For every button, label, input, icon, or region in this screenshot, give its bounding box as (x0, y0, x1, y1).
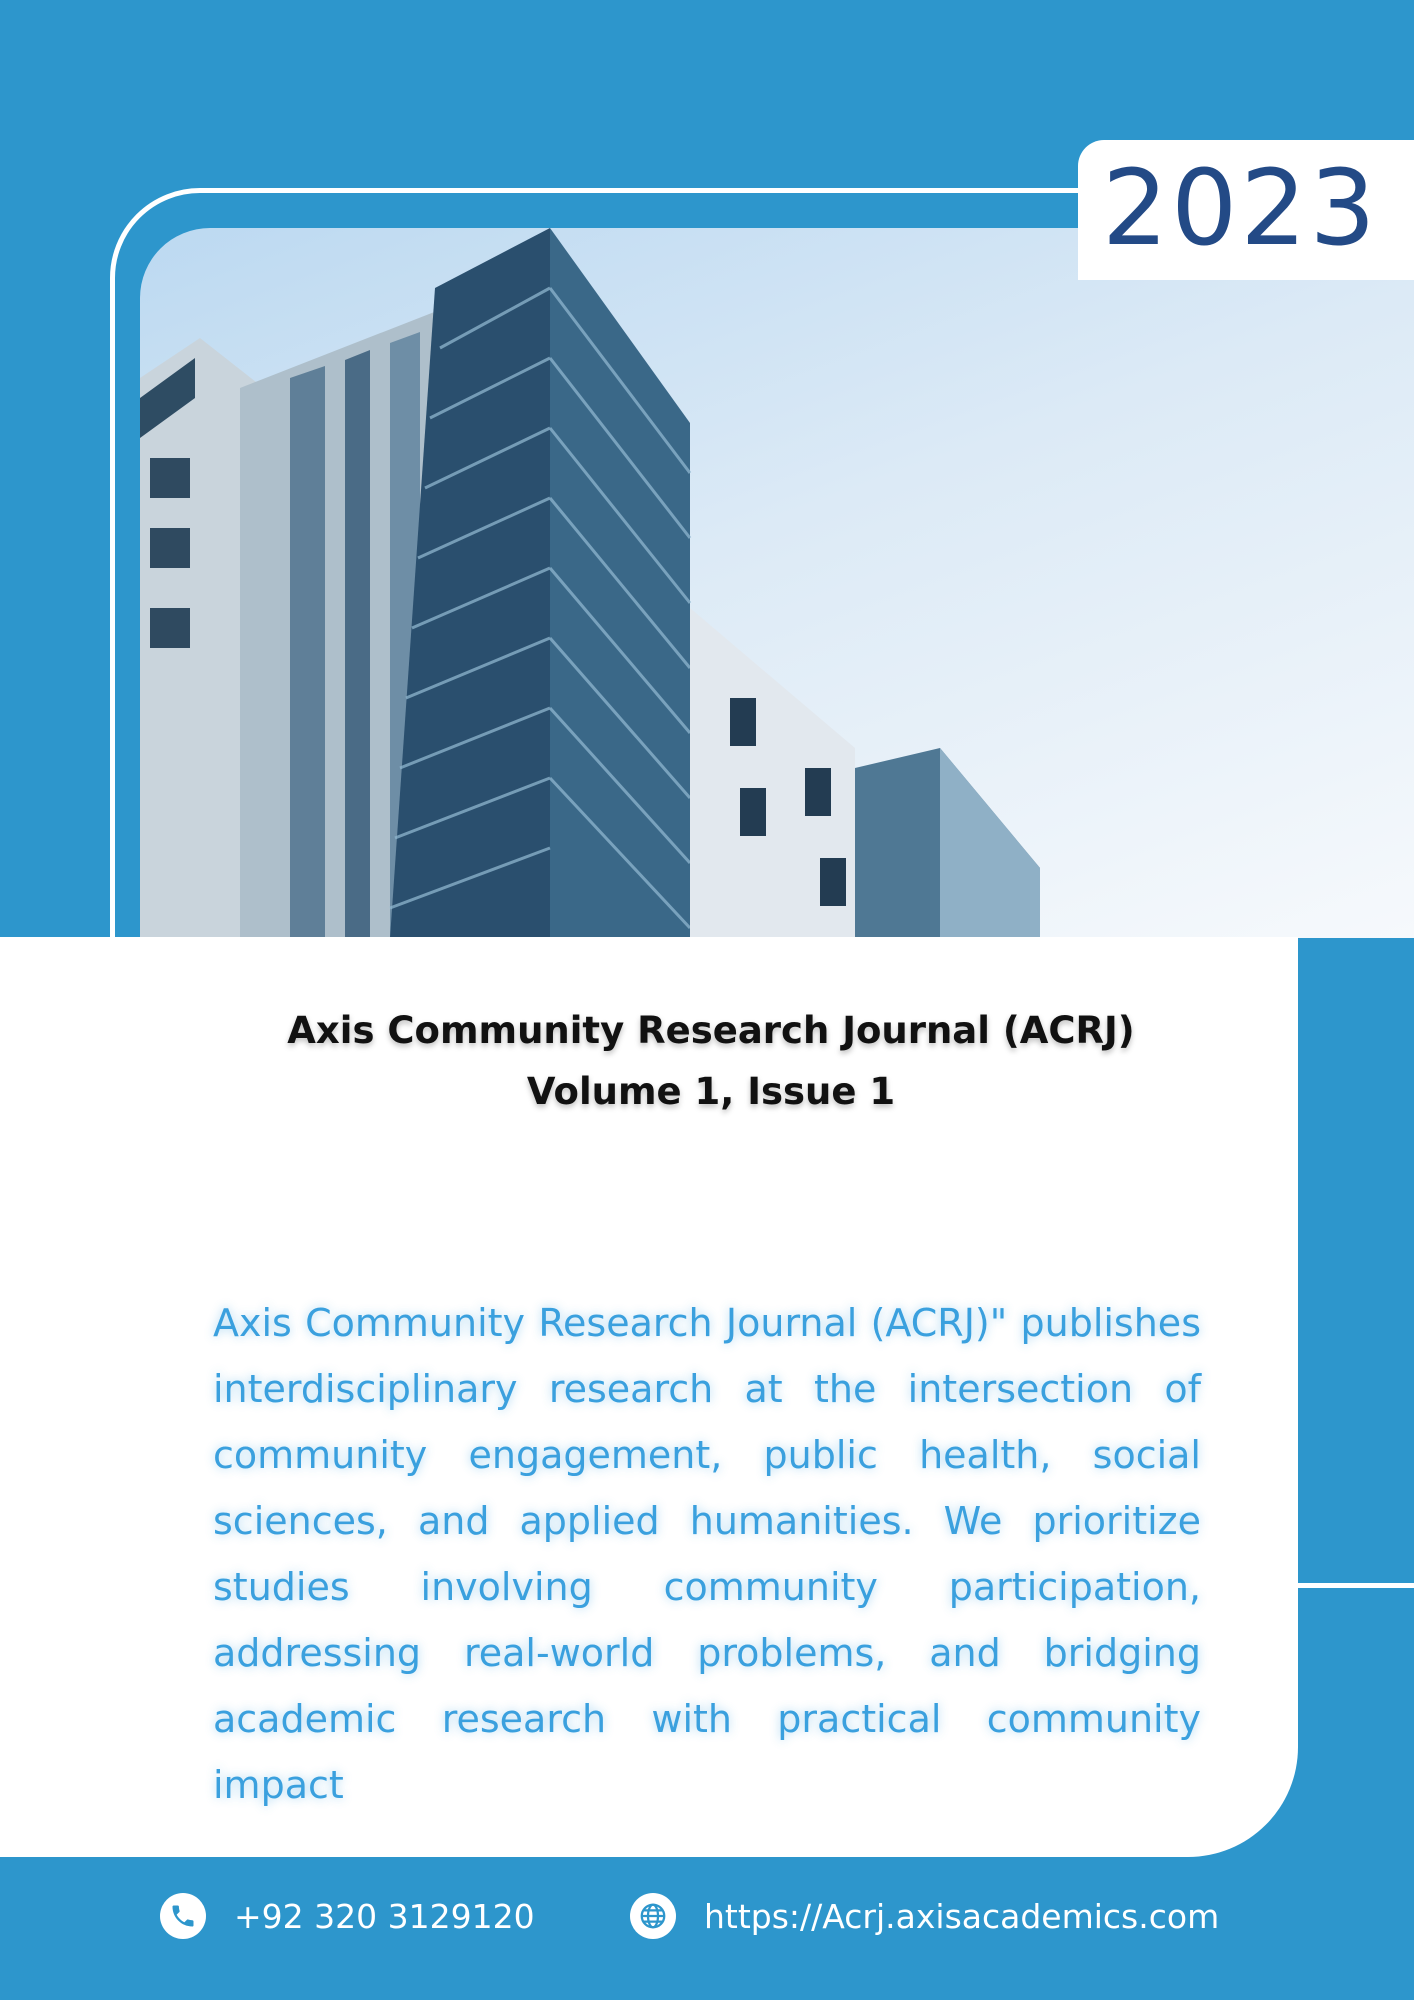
phone-icon (160, 1893, 206, 1939)
phone-number: +92 320 3129120 (234, 1896, 535, 1936)
building-photo (140, 228, 1414, 938)
globe-icon (630, 1893, 676, 1939)
journal-description: Axis Community Research Journal (ACRJ)" publishes interdisciplinary research at the intersection of community engagement, public health, social sciences, and applied humanities. We prioritize studies involving community participation, addressing real-world problems, and bridging academic research with practical community impact (213, 1301, 1201, 1807)
journal-title: Axis Community Research Journal (ACRJ) (287, 1009, 1135, 1052)
contact-phone[interactable] (160, 1888, 535, 1944)
journal-heading (0, 1000, 1414, 1122)
website-url[interactable]: https://Acrj.axisacademics.com (704, 1896, 1220, 1936)
contact-website[interactable] (630, 1888, 1219, 1944)
year-label: 2023 (1102, 147, 1379, 269)
journal-issue: Volume 1, Issue 1 (526, 1070, 896, 1113)
